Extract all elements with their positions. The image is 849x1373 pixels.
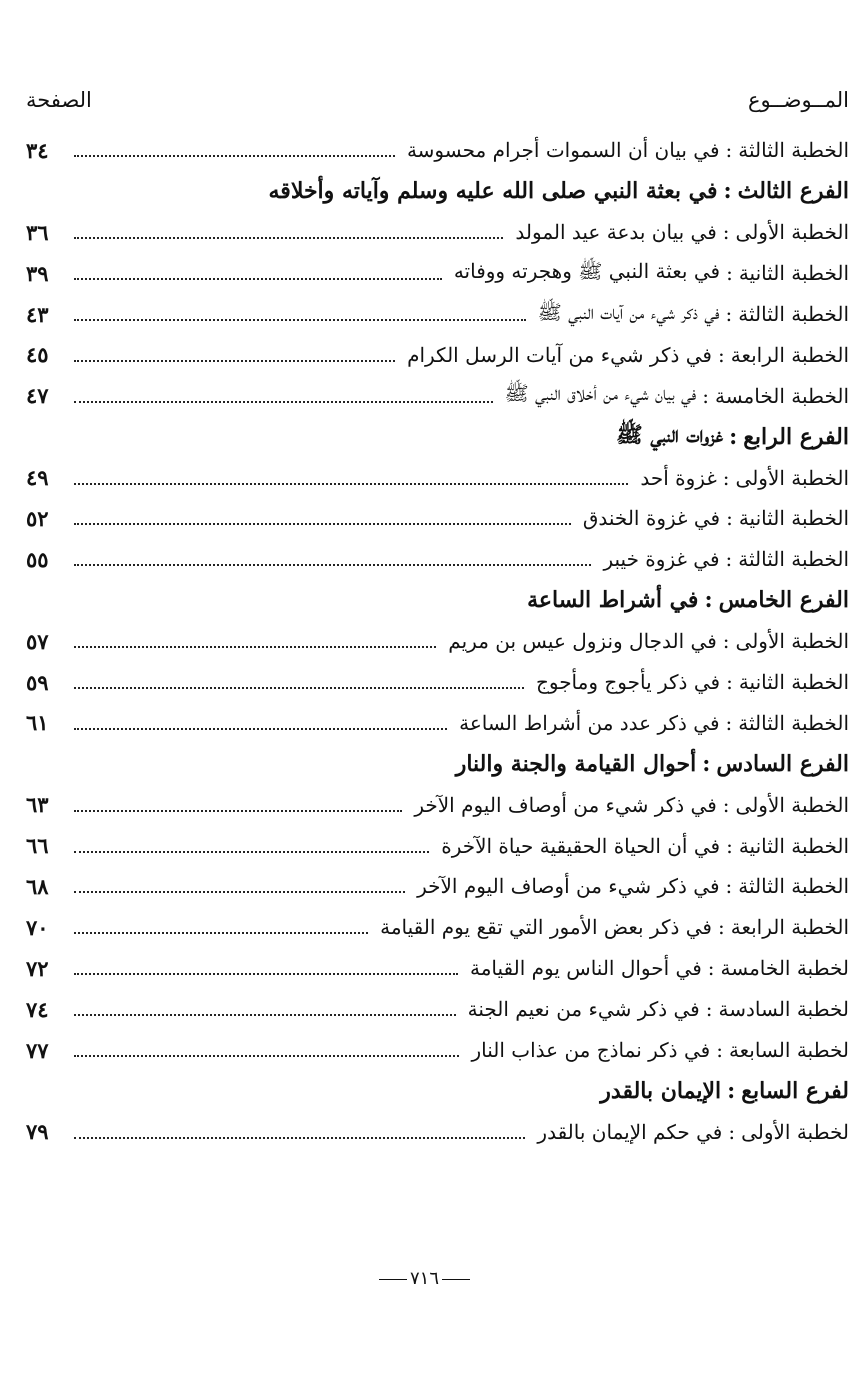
entry-label: الخطبة الثانية	[738, 670, 849, 695]
entry-label: الخطبة الخامسة	[714, 383, 849, 408]
entry-label: الخطبة الثالثة	[738, 547, 849, 572]
dot-leader	[74, 1137, 525, 1139]
entry-title: غزوة أحد	[640, 465, 717, 490]
entry-title: في غزوة خيبر	[603, 547, 720, 572]
page-column-heading: الصفحة	[26, 88, 92, 112]
entry-title: في بيان أن السموات أجرام محسوسة	[406, 138, 720, 163]
dot-leader	[74, 483, 628, 485]
entry-page-number: ٣٤	[26, 137, 49, 163]
dot-leader	[74, 728, 447, 730]
entry-title: في ذكر عدد من أشراط الساعة	[459, 710, 720, 735]
entry-page-number: ٧٧	[26, 1037, 49, 1063]
topic-column-heading: المــوضــوع	[747, 88, 849, 112]
dot-leader	[74, 401, 493, 403]
toc-entry	[26, 130, 849, 171]
entry-label: الخطبة الثالثة	[738, 710, 849, 735]
entry-title: في ذكر شيء من آيات النبي ﷺ	[537, 299, 720, 324]
toc-section-heading	[26, 743, 849, 784]
entry-colon: :	[725, 874, 733, 899]
toc-section-heading	[26, 171, 849, 212]
dot-leader	[74, 646, 436, 648]
entry-colon: :	[722, 220, 730, 245]
entry-label: الخطبة الأولى	[735, 792, 849, 817]
toc-section-heading	[26, 416, 849, 457]
entry-title: في بيان بدعة عيد المولد	[515, 220, 717, 245]
entry-label: الخطبة الثالثة	[738, 874, 849, 899]
section-label: الفرع السادس	[716, 750, 849, 777]
entry-page-number: ٤٩	[26, 465, 49, 491]
entry-page-number: ٧٩	[26, 1119, 49, 1145]
dot-leader	[74, 155, 395, 157]
entry-colon: :	[726, 506, 733, 531]
entry-colon: :	[725, 710, 733, 735]
entry-colon: :	[728, 1119, 736, 1144]
entry-page-number: ٧٤	[26, 996, 49, 1022]
entry-label: لخطبة الخامسة	[720, 956, 849, 981]
entry-colon: :	[722, 792, 730, 817]
entry-page-number: ٦٦	[26, 833, 49, 859]
entry-page-number: ٣٦	[26, 219, 49, 245]
footer-page-number: ٧١٦	[409, 1268, 439, 1289]
dot-leader	[74, 237, 503, 239]
dot-leader	[74, 1014, 456, 1016]
entry-label: لخطبة السادسة	[718, 997, 849, 1022]
entry-colon: :	[726, 833, 733, 858]
entry-colon: :	[722, 629, 730, 654]
entry-title: في الدجال ونزول عيس بن مريم	[448, 629, 717, 654]
entry-page-number: ٤٣	[26, 301, 49, 327]
dot-leader	[74, 564, 591, 566]
entry-label: الخطبة الرابعة	[730, 342, 849, 367]
dot-leader	[74, 810, 402, 812]
entry-colon: :	[717, 915, 725, 940]
toc-entry	[26, 948, 849, 989]
section-colon: :	[729, 423, 738, 450]
entry-colon: :	[705, 997, 713, 1022]
dot-leader	[74, 523, 571, 525]
entry-page-number: ٥٧	[26, 628, 49, 654]
section-colon: :	[702, 750, 711, 777]
toc-entry	[26, 457, 849, 498]
section-colon: :	[723, 178, 732, 205]
entry-colon: :	[702, 383, 709, 408]
entry-colon: :	[725, 138, 733, 163]
toc-entry	[26, 253, 849, 294]
entry-title: في أن الحياة الحقيقية حياة الآخرة	[441, 833, 721, 858]
dot-leader	[74, 1055, 459, 1057]
entry-title: في بيان شيء من أخلاق النبي ﷺ	[504, 381, 697, 406]
dot-leader	[74, 891, 405, 893]
section-title: في أشراط الساعة	[527, 587, 699, 614]
entry-label: الخطبة الثانية	[738, 506, 849, 531]
section-title: الإيمان بالقدر	[600, 1077, 722, 1104]
toc-entry	[26, 907, 849, 948]
toc-entry	[26, 621, 849, 662]
entry-label: الخطبة الثانية	[738, 261, 849, 286]
toc-header	[26, 80, 849, 120]
toc-entry	[26, 1111, 849, 1152]
entry-page-number: ٣٩	[26, 260, 49, 286]
section-label: لفرع السابع	[741, 1077, 849, 1104]
entry-label: الخطبة الثالثة	[738, 138, 849, 163]
section-title: غزوات النبي ﷺ	[616, 421, 724, 448]
section-label: الفرع الخامس	[718, 587, 849, 614]
toc-entry	[26, 825, 849, 866]
toc-entry	[26, 212, 849, 253]
toc-entry	[26, 989, 849, 1030]
entry-title: في ذكر شيء من أوصاف اليوم الآخر	[414, 792, 717, 817]
toc-entry	[26, 1030, 849, 1071]
toc-entry	[26, 539, 849, 580]
entry-page-number: ٦١	[26, 710, 49, 736]
entry-title: في ذكر نماذج من عذاب النار	[471, 1038, 711, 1063]
entry-label: الخطبة الثالثة	[738, 302, 849, 326]
toc-section-heading	[26, 580, 849, 621]
page-footer	[0, 1268, 849, 1289]
section-title: في بعثة النبي صلى الله عليه وسلم وآياته وأخلاقه	[268, 178, 718, 205]
entry-colon: :	[725, 547, 733, 572]
entry-title: في ذكر شيء من نعيم الجنة	[467, 997, 700, 1022]
section-label: الفرع الرابع	[743, 423, 849, 450]
dot-leader	[74, 687, 524, 689]
entry-label: الخطبة الرابعة	[730, 915, 849, 940]
entry-page-number: ٤٥	[26, 342, 49, 368]
footer-dash-right	[442, 1279, 470, 1280]
entry-page-number: ٥٢	[26, 505, 49, 531]
toc-entry	[26, 294, 849, 335]
entry-label: الخطبة الأولى	[735, 629, 849, 654]
toc-entry	[26, 702, 849, 743]
entry-title: في ذكر بعض الأمور التي تقع يوم القيامة	[380, 915, 712, 940]
entry-title: في أحوال الناس يوم القيامة	[469, 956, 702, 981]
entry-colon: :	[716, 1038, 723, 1063]
entry-title: في غزوة الخندق	[582, 506, 721, 531]
entry-title: في بعثة النبي ﷺ وهجرته ووفاته	[453, 258, 721, 283]
dot-leader	[74, 851, 429, 853]
entry-page-number: ٦٣	[26, 792, 49, 818]
entry-label: الخطبة الثانية	[738, 833, 849, 858]
entry-colon: :	[726, 261, 733, 286]
entry-page-number: ٥٩	[26, 669, 49, 695]
footer-dash-left	[379, 1279, 407, 1280]
entry-colon: :	[722, 465, 730, 490]
entry-page-number: ٤٧	[26, 383, 49, 409]
toc-section-heading	[26, 1070, 849, 1111]
entry-label: لخطبة الأولى	[741, 1119, 849, 1144]
section-colon: :	[727, 1077, 736, 1104]
entry-label: الخطبة الأولى	[735, 220, 849, 245]
entry-page-number: ٧٢	[26, 955, 49, 981]
toc-entry	[26, 866, 849, 907]
toc-entry	[26, 334, 849, 375]
section-title: أحوال القيامة والجنة والنار	[455, 750, 697, 777]
entry-colon: :	[726, 670, 733, 695]
section-label: الفرع الثالث	[737, 178, 849, 205]
entry-page-number: ٦٨	[26, 873, 49, 899]
dot-leader	[74, 973, 458, 975]
entry-colon: :	[707, 956, 715, 981]
entry-colon: :	[725, 302, 733, 326]
table-of-contents	[26, 130, 849, 1152]
entry-label: لخطبة السابعة	[728, 1038, 849, 1063]
entry-page-number: ٧٠	[26, 914, 49, 940]
toc-entry	[26, 662, 849, 703]
toc-entry	[26, 498, 849, 539]
dot-leader	[74, 360, 395, 362]
entry-label: الخطبة الأولى	[735, 465, 849, 490]
toc-entry	[26, 375, 849, 416]
entry-colon: :	[717, 342, 725, 367]
toc-entry	[26, 784, 849, 825]
entry-page-number: ٥٥	[26, 546, 49, 572]
entry-title: في حكم الإيمان بالقدر	[537, 1119, 723, 1144]
dot-leader	[74, 932, 368, 934]
entry-title: في ذكر شيء من آيات الرسل الكرام	[407, 342, 712, 367]
entry-title: في ذكر يأجوج ومأجوج	[535, 670, 721, 695]
dot-leader	[74, 319, 526, 321]
dot-leader	[74, 278, 442, 280]
section-colon: :	[704, 587, 713, 614]
entry-title: في ذكر شيء من أوصاف اليوم الآخر	[417, 874, 720, 899]
